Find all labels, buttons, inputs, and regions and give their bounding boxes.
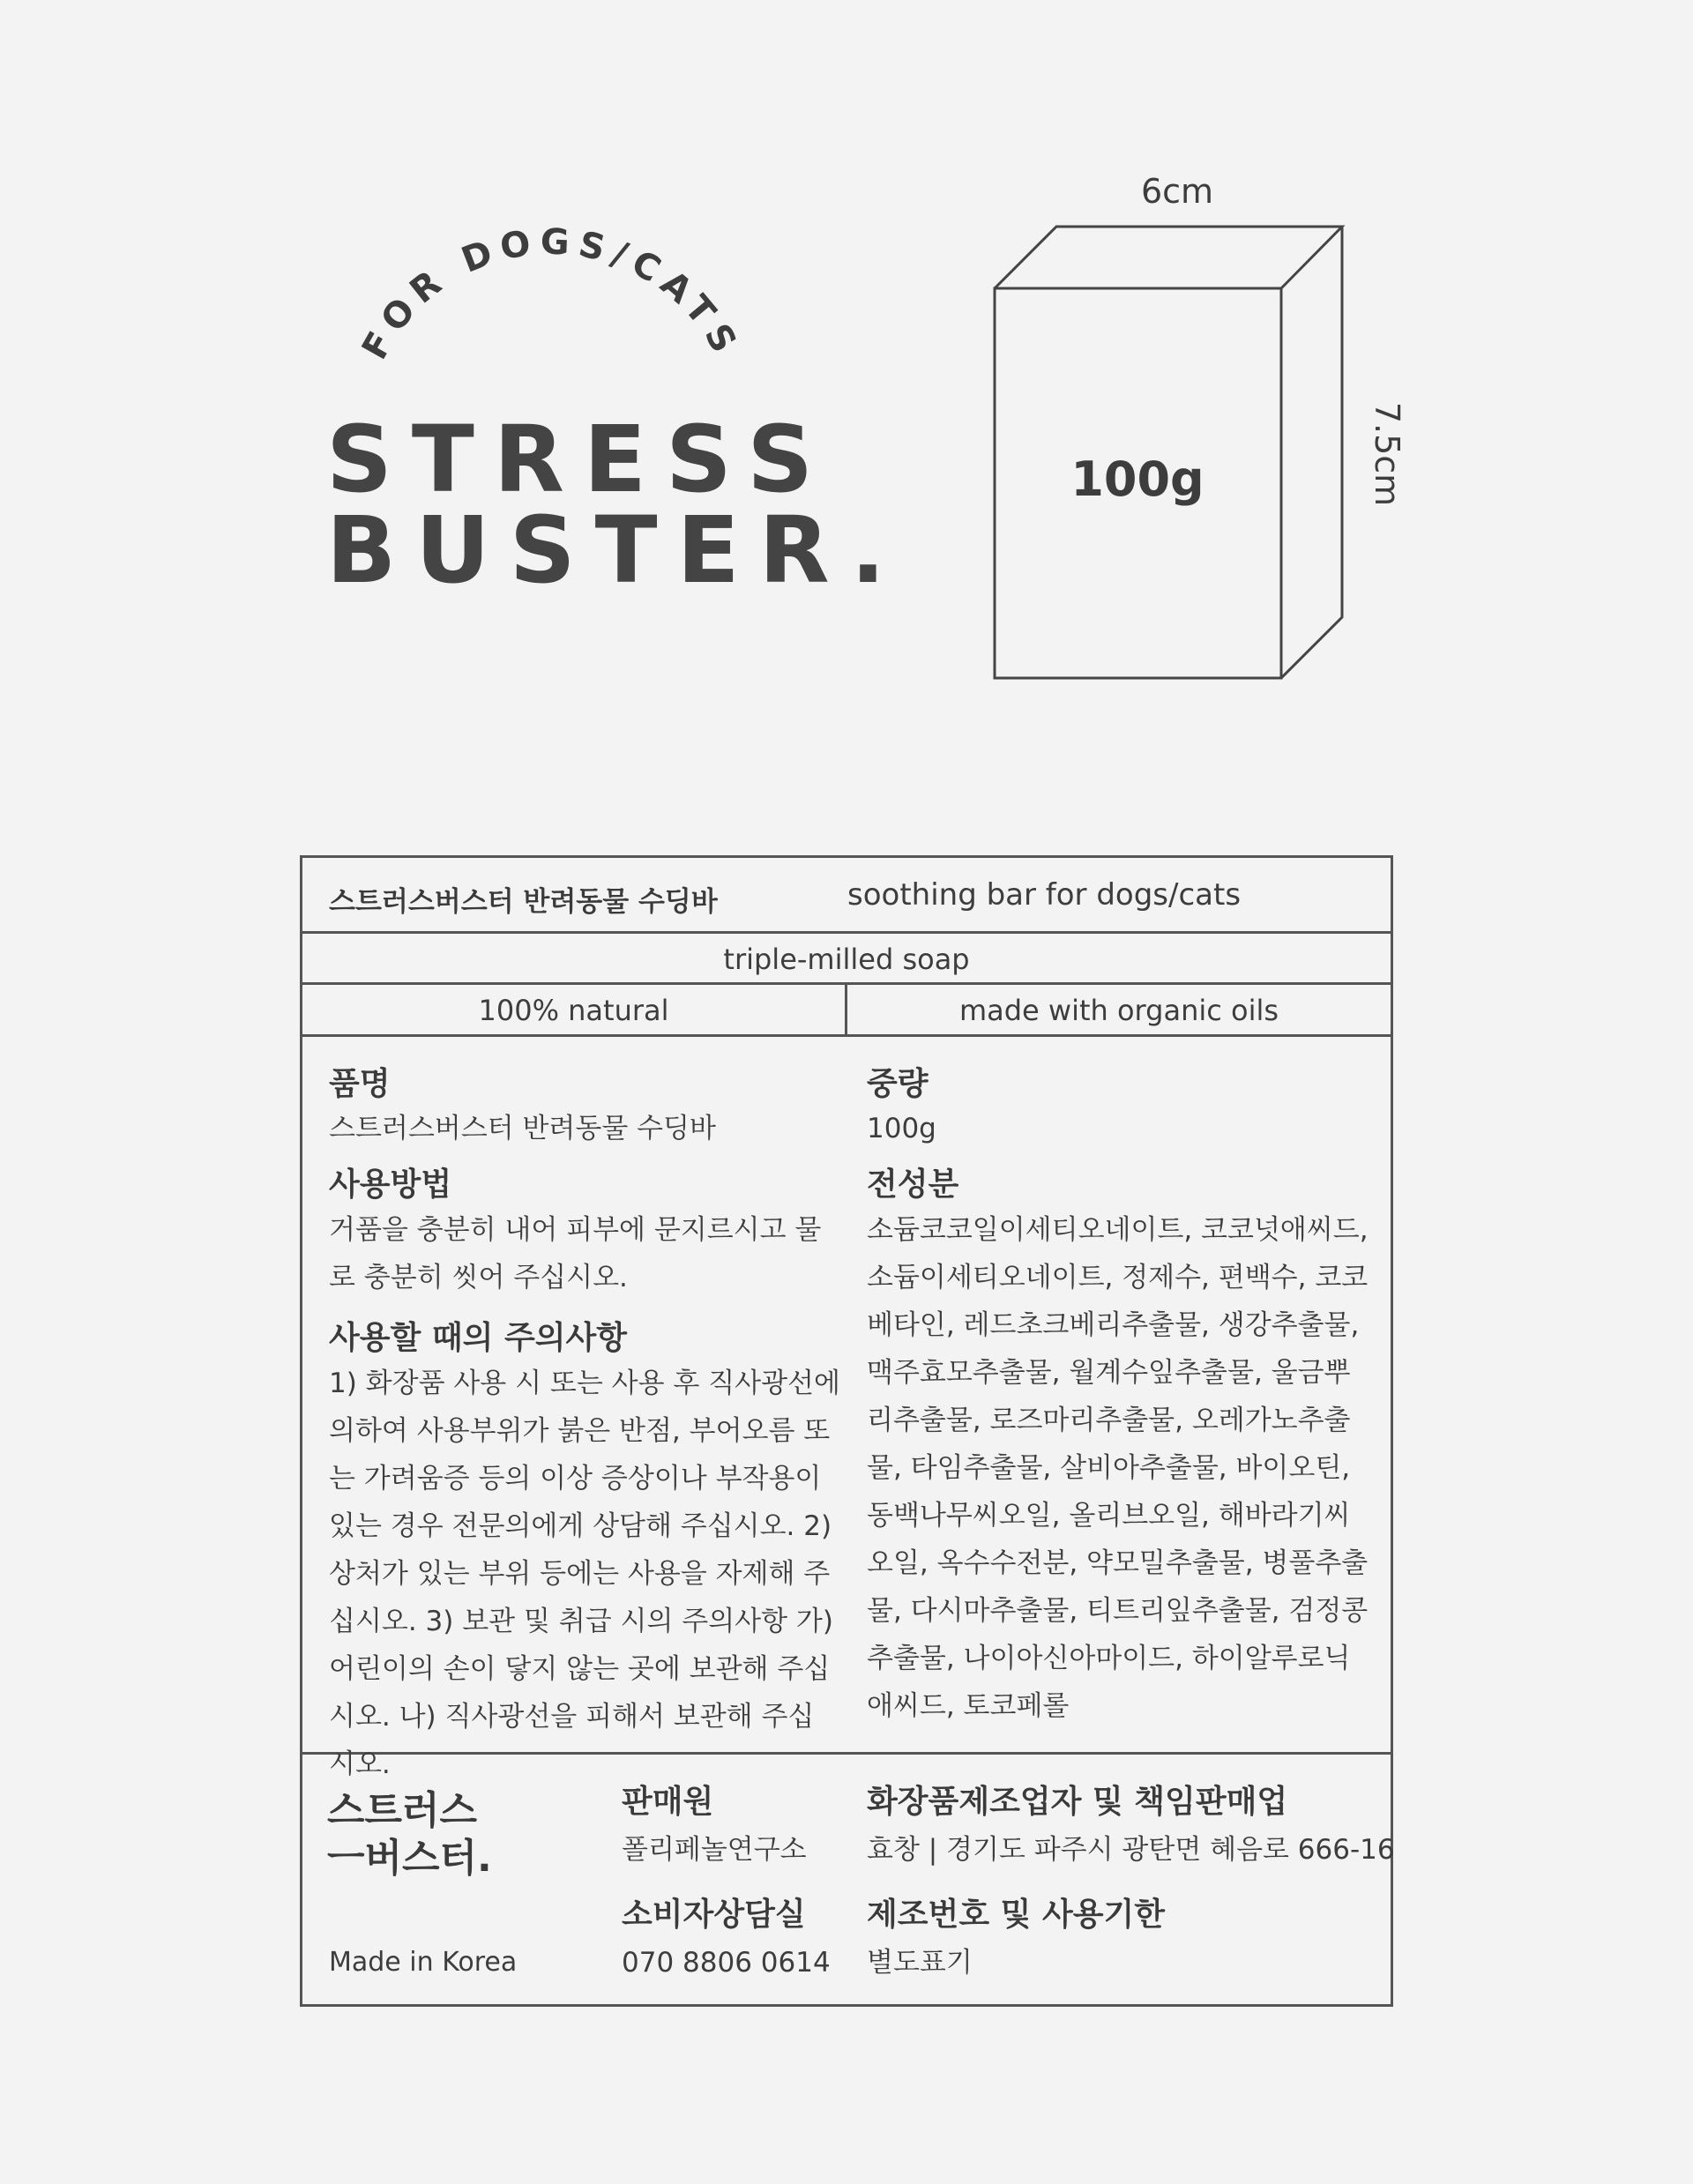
section-body-cautions: 1) 화장품 사용 시 또는 사용 후 직사광선에 의하여 사용부위가 붉은 반점, 부어오름 또는 가려움증 등의 이상 증상이나 부작용이 있는 경우 전문의에게 상담해 주십시오. 2) 상처가 있는 부위 등에는 사용을 자제해 주십시오. 3) 보관 및 취급 시의 주의사항 가) 어린이의 손이 닿지 않는 곳에 보관해 주십시오. 나) 직사광선을 피해서 보관해 주십시오. — [329, 1368, 840, 1780]
info-right-column — [867, 1063, 1369, 1746]
logo-line-1: STRESS — [326, 406, 833, 513]
header-graphics — [0, 0, 1693, 846]
footer-row — [302, 1755, 1395, 2004]
section-heading-ingredients: 전성분 — [867, 1167, 959, 1203]
box-side-face — [1281, 227, 1342, 678]
made-in-korea: Made in Korea — [329, 1947, 518, 1978]
info-left-column — [329, 1063, 840, 1804]
for-dogs-cats-arc-text: FOR DOGS/CATS — [354, 221, 749, 367]
lot-value: 별도표기 — [867, 1947, 973, 1979]
footer-seller-column — [622, 1781, 833, 2007]
footer-logo-line-2: ㅡ버스터. — [327, 1836, 492, 1881]
section-heading-cautions: 사용할 때의 주의사항 — [329, 1320, 628, 1356]
claims-row — [302, 985, 1391, 1037]
box-weight-label: 100g — [1070, 451, 1204, 507]
maker-heading: 화장품제조업자 및 책임판매업 — [867, 1784, 1288, 1820]
section-body-weight: 100g — [867, 1113, 936, 1144]
soap-type: triple-milled soap — [723, 943, 970, 976]
maker-address: 효창 | 경기도 파주시 광탄면 혜음로 666-16 — [867, 1834, 1395, 1866]
footer-logo-line-1: 스트러스 — [327, 1788, 478, 1833]
label-title-row — [302, 858, 1391, 934]
soap-type-row — [302, 934, 1391, 985]
seller-name: 폴리페놀연구소 — [622, 1834, 807, 1866]
section-body-ingredients: 소듐코코일이세티오네이트, 코코넛애씨드, 소듐이세티오네이트, 정제수, 편백수, 코코베타인, 레드초크베리추출물, 생강추출물, 맥주효모추출물, 월계수잎추출물, 울금뿌리추출물, 로즈마리추출물, 오레가노추출물, 타임추출물, 살비아추출물, 바이오틴, 동백나무씨오일, 올리브오일, 해바라기씨오일, 옥수수전분, 약모밀추출물, 병풀추출물, 다시마추출물, 티트리잎추출물, 검정콩추출물, 나이아신아마이드, 하이알루로닉애씨드, 토코페롤 — [867, 1214, 1369, 1722]
consult-phone: 070 8806 0614 — [622, 1947, 831, 1979]
consult-heading: 소비자상담실 — [622, 1897, 806, 1933]
info-row — [302, 1037, 1391, 1780]
organic-claim: made with organic oils — [958, 994, 1279, 1027]
footer-logo — [327, 1785, 503, 1882]
seller-heading: 판매원 — [622, 1784, 714, 1820]
box-height-label: 7.5cm — [1368, 401, 1406, 507]
section-heading-weight: 중량 — [867, 1066, 929, 1102]
section-heading-usage: 사용방법 — [329, 1167, 452, 1203]
product-name-en: soothing bar for dogs/cats — [847, 877, 1242, 913]
box-top-face — [995, 227, 1342, 288]
box-width-label: 6cm — [1140, 172, 1214, 211]
product-label — [300, 855, 1393, 2007]
product-name-kr: 스트러스버스터 반려동물 수딩바 — [329, 886, 718, 918]
natural-claim: 100% natural — [302, 985, 847, 1034]
logo-line-2: BUSTER. — [326, 496, 906, 604]
lot-heading: 제조번호 및 사용기한 — [867, 1897, 1166, 1933]
section-body-product-name: 스트러스버스터 반려동물 수딩바 — [329, 1113, 716, 1144]
footer-maker-column — [867, 1781, 1395, 2007]
section-body-usage: 거품을 충분히 내어 피부에 문지르시고 물로 충분히 씻어 주십시오. — [329, 1214, 822, 1293]
section-heading-product-name: 품명 — [329, 1066, 391, 1102]
